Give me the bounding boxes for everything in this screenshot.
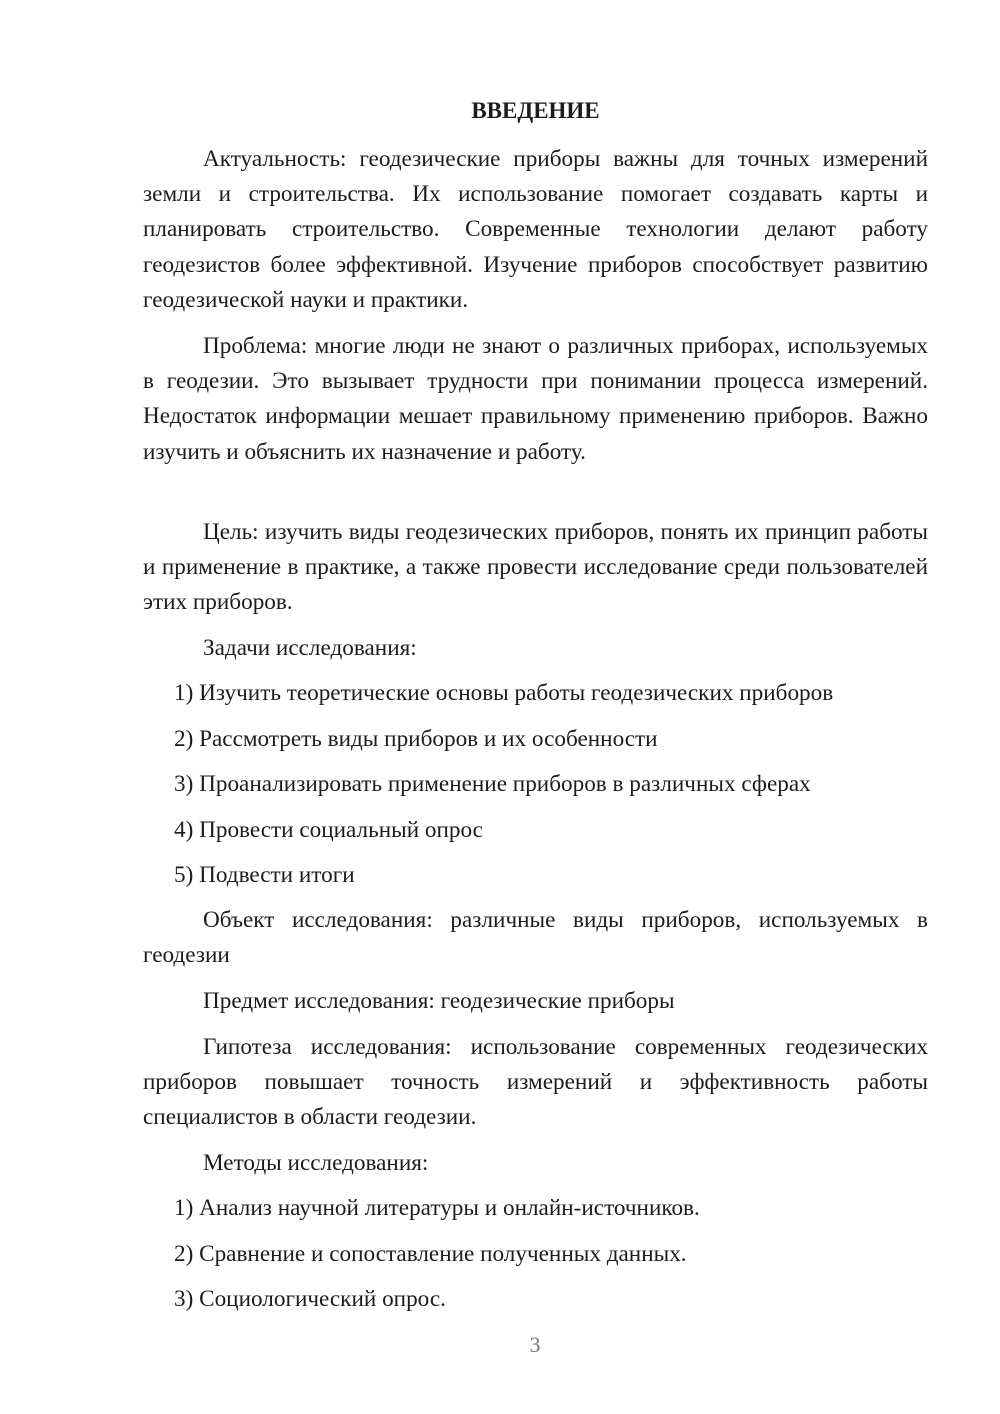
task-item-5: 5) Подвести итоги: [174, 862, 355, 888]
method-item-2: 2) Сравнение и сопоставление полученных данных.: [174, 1241, 687, 1267]
methods-heading: Методы исследования:: [203, 1150, 429, 1176]
task-item-3: 3) Проанализировать применение приборов в различных сферах: [174, 771, 811, 797]
paragraph-relevance: Актуальность: геодезические приборы важны для точных измерений земли и строительства. Их использование помогает создавать карты и планировать строительство. Современные технологии делают работу геодезистов более эффективной. Изучение приборов способствует развитию геодезической науки и практики.: [143, 146, 928, 313]
paragraph-goal: Цель: изучить виды геодезических приборов, понять их принцип работы и применение в практике, а также провести исследование среди пользователей этих приборов.: [143, 519, 928, 616]
paragraph-hypothesis: Гипотеза исследования: использование современных геодезических приборов повышает точность измерений и эффективность работы специалистов в области геодезии.: [143, 1034, 928, 1131]
method-item-1: 1) Анализ научной литературы и онлайн-источников.: [174, 1195, 700, 1221]
section-title: ВВЕДЕНИЕ: [471, 98, 600, 123]
task-item-2: 2) Рассмотреть виды приборов и их особенности: [174, 726, 658, 752]
paragraph-object: Объект исследования: различные виды приборов, используемых в геодезии: [143, 907, 928, 969]
task-item-4: 4) Провести социальный опрос: [174, 817, 483, 843]
paragraph-problem: Проблема: многие люди не знают о различных приборах, используемых в геодезии. Это вызывает трудности при понимании процесса измерений. Недостаток информации мешает правильному применению приборов. Важно изучить и объяснить их назначение и работу.: [143, 333, 928, 465]
method-item-3: 3) Социологический опрос.: [174, 1286, 446, 1312]
tasks-heading: Задачи исследования:: [203, 635, 417, 661]
page-number: 3: [529, 1332, 541, 1357]
paragraph-subject: Предмет исследования: геодезические приборы: [203, 988, 675, 1014]
task-item-1: 1) Изучить теоретические основы работы геодезических приборов: [174, 680, 834, 706]
